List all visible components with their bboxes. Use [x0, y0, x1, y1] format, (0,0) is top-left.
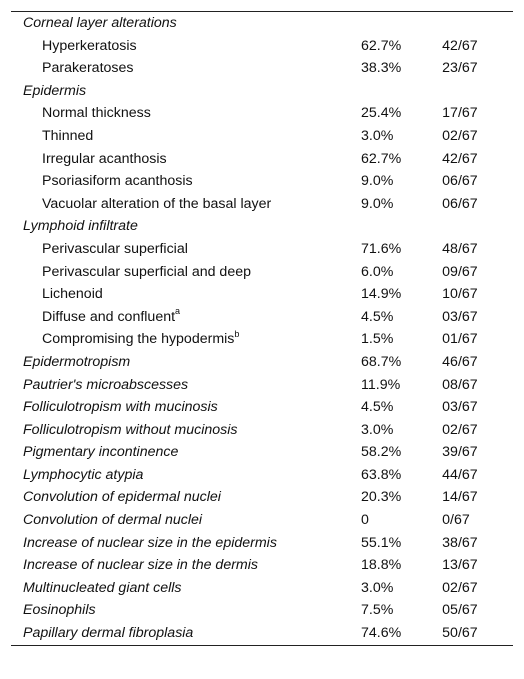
row-label [11, 441, 361, 464]
row-count: 13/67 [442, 557, 478, 574]
row-label [11, 148, 361, 171]
row-label [11, 125, 361, 148]
row-label [11, 486, 361, 509]
row-label-text: Normal thickness [42, 105, 151, 122]
row-label-text: Corneal layer alterations [23, 15, 177, 31]
row-label-text: Irregular acanthosis [42, 150, 167, 167]
row-percentage: 3.0% [361, 579, 394, 596]
row-percentage: 68.7% [361, 353, 402, 370]
row-percentage: 62.7% [361, 150, 402, 167]
row-label [11, 57, 361, 80]
row-percentage [361, 12, 442, 35]
section-row [11, 374, 513, 397]
section-row [11, 622, 513, 645]
row-label-text: Lymphocytic atypia [23, 466, 144, 483]
row-count: 17/67 [442, 105, 478, 122]
row-count: 10/67 [442, 286, 478, 303]
row-count [442, 80, 513, 103]
row-label [11, 261, 361, 284]
section-row [11, 509, 513, 532]
section-row [11, 441, 513, 464]
row-count: 06/67 [442, 195, 478, 212]
row-count: 46/67 [442, 353, 478, 370]
table-body [11, 12, 513, 646]
section-row [11, 599, 513, 622]
row-label [11, 283, 361, 306]
row-percentage: 38.3% [361, 60, 402, 77]
row-label [11, 554, 361, 577]
row-label [11, 532, 361, 555]
subitem-row [11, 148, 513, 171]
row-label [11, 509, 361, 532]
row-count: 03/67 [442, 399, 478, 416]
row-percentage: 0 [361, 512, 369, 529]
subitem-row [11, 283, 513, 306]
row-label [11, 102, 361, 125]
footnote-marker: a [175, 305, 181, 316]
section-row [11, 577, 513, 600]
row-percentage: 9.0% [361, 173, 394, 190]
row-label-text: Folliculotropism without mucinosis [23, 421, 238, 438]
row-percentage: 14.9% [361, 286, 402, 303]
row-count: 05/67 [442, 602, 478, 619]
row-count [442, 215, 513, 238]
row-percentage: 1.5% [361, 331, 394, 348]
row-label [11, 599, 361, 622]
subitem-row [11, 125, 513, 148]
row-label-text: Psoriasiform acanthosis [42, 173, 193, 190]
row-label-text: Papillary dermal fibroplasia [23, 625, 194, 642]
subitem-row [11, 238, 513, 261]
row-percentage: 3.0% [361, 127, 394, 144]
section-row [11, 396, 513, 419]
footnote-marker: b [234, 328, 240, 339]
row-percentage: 7.5% [361, 602, 394, 619]
row-count: 09/67 [442, 263, 478, 280]
row-percentage: 9.0% [361, 195, 394, 212]
row-label [11, 328, 361, 351]
subitem-row [11, 328, 513, 351]
row-label-text: Increase of nuclear size in the epidermis [23, 534, 277, 551]
row-count: 44/67 [442, 466, 478, 483]
row-count: 50/67 [442, 625, 478, 642]
subitem-row [11, 102, 513, 125]
row-count: 08/67 [442, 376, 478, 393]
row-label [11, 374, 361, 397]
row-label [11, 396, 361, 419]
row-percentage: 25.4% [361, 105, 402, 122]
row-label [11, 306, 361, 329]
row-count: 0/67 [442, 512, 470, 529]
row-count: 42/67 [442, 150, 478, 167]
row-label [11, 419, 361, 442]
row-count: 39/67 [442, 444, 478, 461]
row-label-text: Convolution of epidermal nuclei [23, 489, 221, 506]
row-label [11, 215, 361, 238]
row-label-text: Increase of nuclear size in the dermis [23, 557, 258, 574]
section-row [11, 80, 513, 103]
row-label [11, 170, 361, 193]
row-label [11, 193, 361, 216]
row-count: 14/67 [442, 489, 478, 506]
section-row [11, 215, 513, 238]
subitem-row [11, 170, 513, 193]
row-label [11, 35, 361, 58]
section-row [11, 486, 513, 509]
row-percentage: 18.8% [361, 557, 402, 574]
row-label-text: Vacuolar alteration of the basal layer [42, 195, 272, 212]
section-row [11, 419, 513, 442]
row-percentage: 58.2% [361, 444, 402, 461]
row-label-text: Lymphoid infiltrate [23, 218, 138, 235]
row-label [11, 238, 361, 261]
row-label [11, 12, 361, 35]
row-count: 01/67 [442, 331, 478, 348]
row-label-text: Pigmentary incontinence [23, 444, 179, 461]
row-label-text: Multinucleated giant cells [23, 579, 182, 596]
row-percentage: 20.3% [361, 489, 402, 506]
row-percentage: 4.5% [361, 308, 394, 325]
row-label-text: Convolution of dermal nuclei [23, 512, 203, 529]
row-label-text: Pautrier's microabscesses [23, 376, 189, 393]
row-count: 23/67 [442, 60, 478, 77]
row-label [11, 80, 361, 103]
row-label-text: Thinned [42, 127, 94, 144]
findings-table-container [11, 11, 513, 646]
row-label-text: Lichenoid [42, 286, 103, 303]
row-percentage: 74.6% [361, 625, 402, 642]
row-label [11, 351, 361, 374]
row-percentage [361, 215, 442, 238]
row-count: 02/67 [442, 579, 478, 596]
row-label-text: Perivascular superficial and deep [42, 263, 251, 280]
row-percentage: 62.7% [361, 37, 402, 54]
row-count [442, 12, 513, 35]
row-percentage: 55.1% [361, 534, 402, 551]
row-label-text: Perivascular superficial [42, 240, 188, 257]
row-label-text: Hyperkeratosis [42, 37, 137, 54]
row-label [11, 622, 361, 645]
row-percentage: 11.9% [361, 376, 401, 393]
subitem-row [11, 193, 513, 216]
row-count: 38/67 [442, 534, 478, 551]
section-row [11, 532, 513, 555]
row-label-text: Eosinophils [23, 602, 96, 619]
row-percentage: 71.6% [361, 240, 402, 257]
section-row [11, 554, 513, 577]
row-label-text: Epidermis [23, 82, 87, 99]
subitem-row [11, 261, 513, 284]
row-percentage: 3.0% [361, 421, 394, 438]
row-label [11, 577, 361, 600]
row-count: 02/67 [442, 127, 478, 144]
subitem-row [11, 35, 513, 58]
row-percentage: 63.8% [361, 466, 402, 483]
row-count: 02/67 [442, 421, 478, 438]
section-row [11, 12, 513, 35]
row-label-text: Compromising the hypodermis [42, 331, 235, 348]
subitem-row [11, 57, 513, 80]
histopathology-findings-table [11, 11, 513, 646]
row-label-text: Diffuse and confluent [42, 308, 176, 325]
row-percentage: 4.5% [361, 399, 394, 416]
row-label-text: Parakeratoses [42, 60, 134, 77]
row-percentage [361, 80, 442, 103]
row-label [11, 464, 361, 487]
row-count: 06/67 [442, 173, 478, 190]
row-label-text: Epidermotropism [23, 353, 131, 370]
row-label-text: Folliculotropism with mucinosis [23, 399, 218, 416]
section-row [11, 351, 513, 374]
row-count: 48/67 [442, 240, 478, 257]
row-count: 42/67 [442, 37, 478, 54]
section-row [11, 464, 513, 487]
subitem-row [11, 306, 513, 329]
row-count: 03/67 [442, 308, 478, 325]
row-percentage: 6.0% [361, 263, 394, 280]
